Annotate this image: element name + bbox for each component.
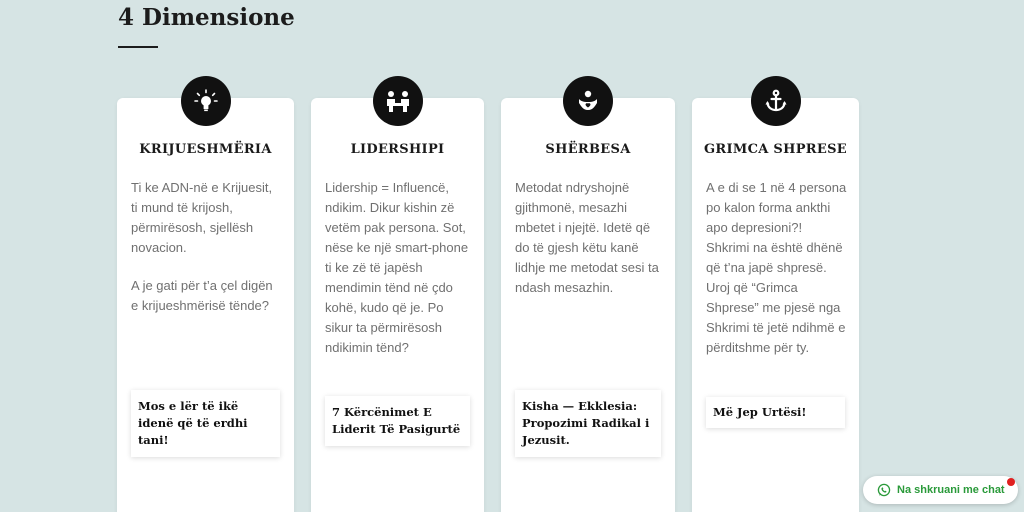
card-description: [706, 178, 847, 376]
notification-dot: [1007, 478, 1015, 486]
service-icon: [563, 76, 613, 126]
card-paragraph: A e di se 1 në 4 persona po kalon forma ankthi apo depresioni?! Shkrimi na është dhënë që t’na japë shpresë. Uroj që “Grimca Shprese” me pjesë nga Shkrimi të jetë ndihmë e përditshme për ty.: [706, 180, 847, 355]
chat-label: Na shkruani me chat: [897, 484, 1005, 496]
card-sherbesa: [501, 98, 675, 512]
whatsapp-icon: [877, 483, 891, 497]
card-paragraph: Ti ke ADN-në e Krijuesit, ti mund të krijosh, përmirësosh, sjellësh novacion.: [131, 180, 273, 255]
card-title: KRIJUESHMËRIA: [139, 142, 272, 157]
lightbulb-icon: [181, 76, 231, 126]
anchor-icon: [751, 76, 801, 126]
chat-button[interactable]: [863, 476, 1018, 504]
card-title: GRIMCA SHPRESE: [704, 142, 847, 157]
card-grimca-shprese: [692, 98, 859, 512]
card-lidershipi: [311, 98, 484, 512]
title-divider: [118, 46, 158, 48]
card-cta-link[interactable]: Mos e lër të ikë idenë që të erdhi tani!: [131, 390, 280, 457]
card-description: [131, 178, 282, 334]
card-description: [515, 178, 663, 316]
card-paragraph: Metodat ndryshojnë gjithmonë, mesazhi mbetet i njejtë. Idetë që do të gjesh këtu kanë lidhje me metodat sesi ta ndash mesazhin.: [515, 180, 659, 295]
card-cta-link[interactable]: 7 Kërcënimet E Liderit Të Pasigurtë: [325, 396, 470, 446]
card-paragraph: A je gati për t’a çel digën e krijueshmërisë tënde?: [131, 278, 273, 313]
card-title: LIDERSHIPI: [350, 142, 445, 157]
card-description: [325, 178, 472, 376]
card-cta-link[interactable]: Kisha — Ekklesia: Propozimi Radikal i Jezusit.: [515, 390, 661, 457]
section-title: 4 Dimensione: [118, 4, 295, 31]
card-krijueshmeria: [117, 98, 294, 512]
card-paragraph: Lidership = Influencë, ndikim. Dikur kishin zë vetëm pak persona. Sot, nëse ke një smart-phone ti ke zë të japësh mendimin tënd në çdo kohë, kudo që je. Po sikur ta përmirësosh ndikimin tënd?: [325, 180, 469, 355]
leadership-icon: [373, 76, 423, 126]
card-title: SHËRBESA: [545, 142, 631, 157]
card-cta-link[interactable]: Më Jep Urtësi!: [706, 397, 845, 428]
